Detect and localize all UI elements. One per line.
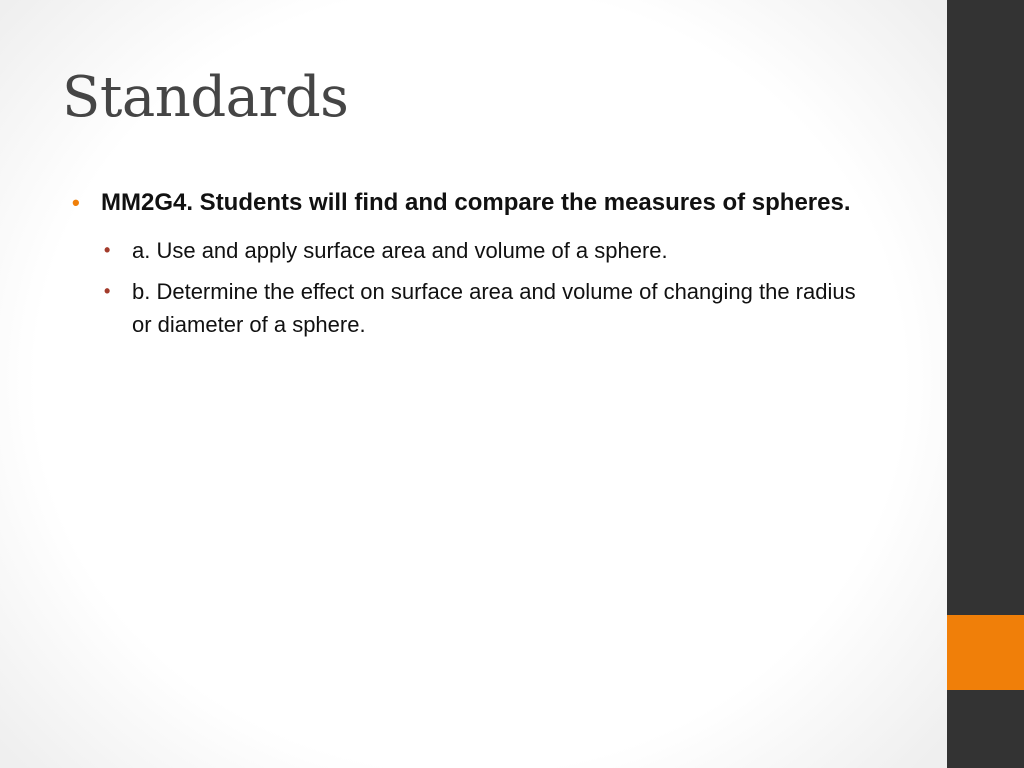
- sub-bullet-dot-icon: •: [104, 240, 111, 260]
- sub-bullet-list: [72, 234, 882, 341]
- bullet-standard: [72, 184, 882, 222]
- bullet-standard-text: MM2G4. Students will find and compare the measures of spheres.: [101, 189, 851, 216]
- orange-accent-block: [947, 615, 1024, 690]
- sub-bullet-b-text: b. Determine the effect on surface area and volume of changing the radius or diameter of a sphere.: [132, 279, 856, 337]
- sub-bullet-a: [104, 234, 872, 267]
- slide-content: [72, 184, 882, 349]
- bullet-dot-icon: •: [72, 190, 80, 215]
- sub-bullet-b: [104, 275, 872, 341]
- slide-title: Standards: [62, 65, 349, 130]
- sub-bullet-a-text: a. Use and apply surface area and volume of a sphere.: [132, 238, 668, 263]
- sub-bullet-dot-icon: •: [104, 281, 111, 301]
